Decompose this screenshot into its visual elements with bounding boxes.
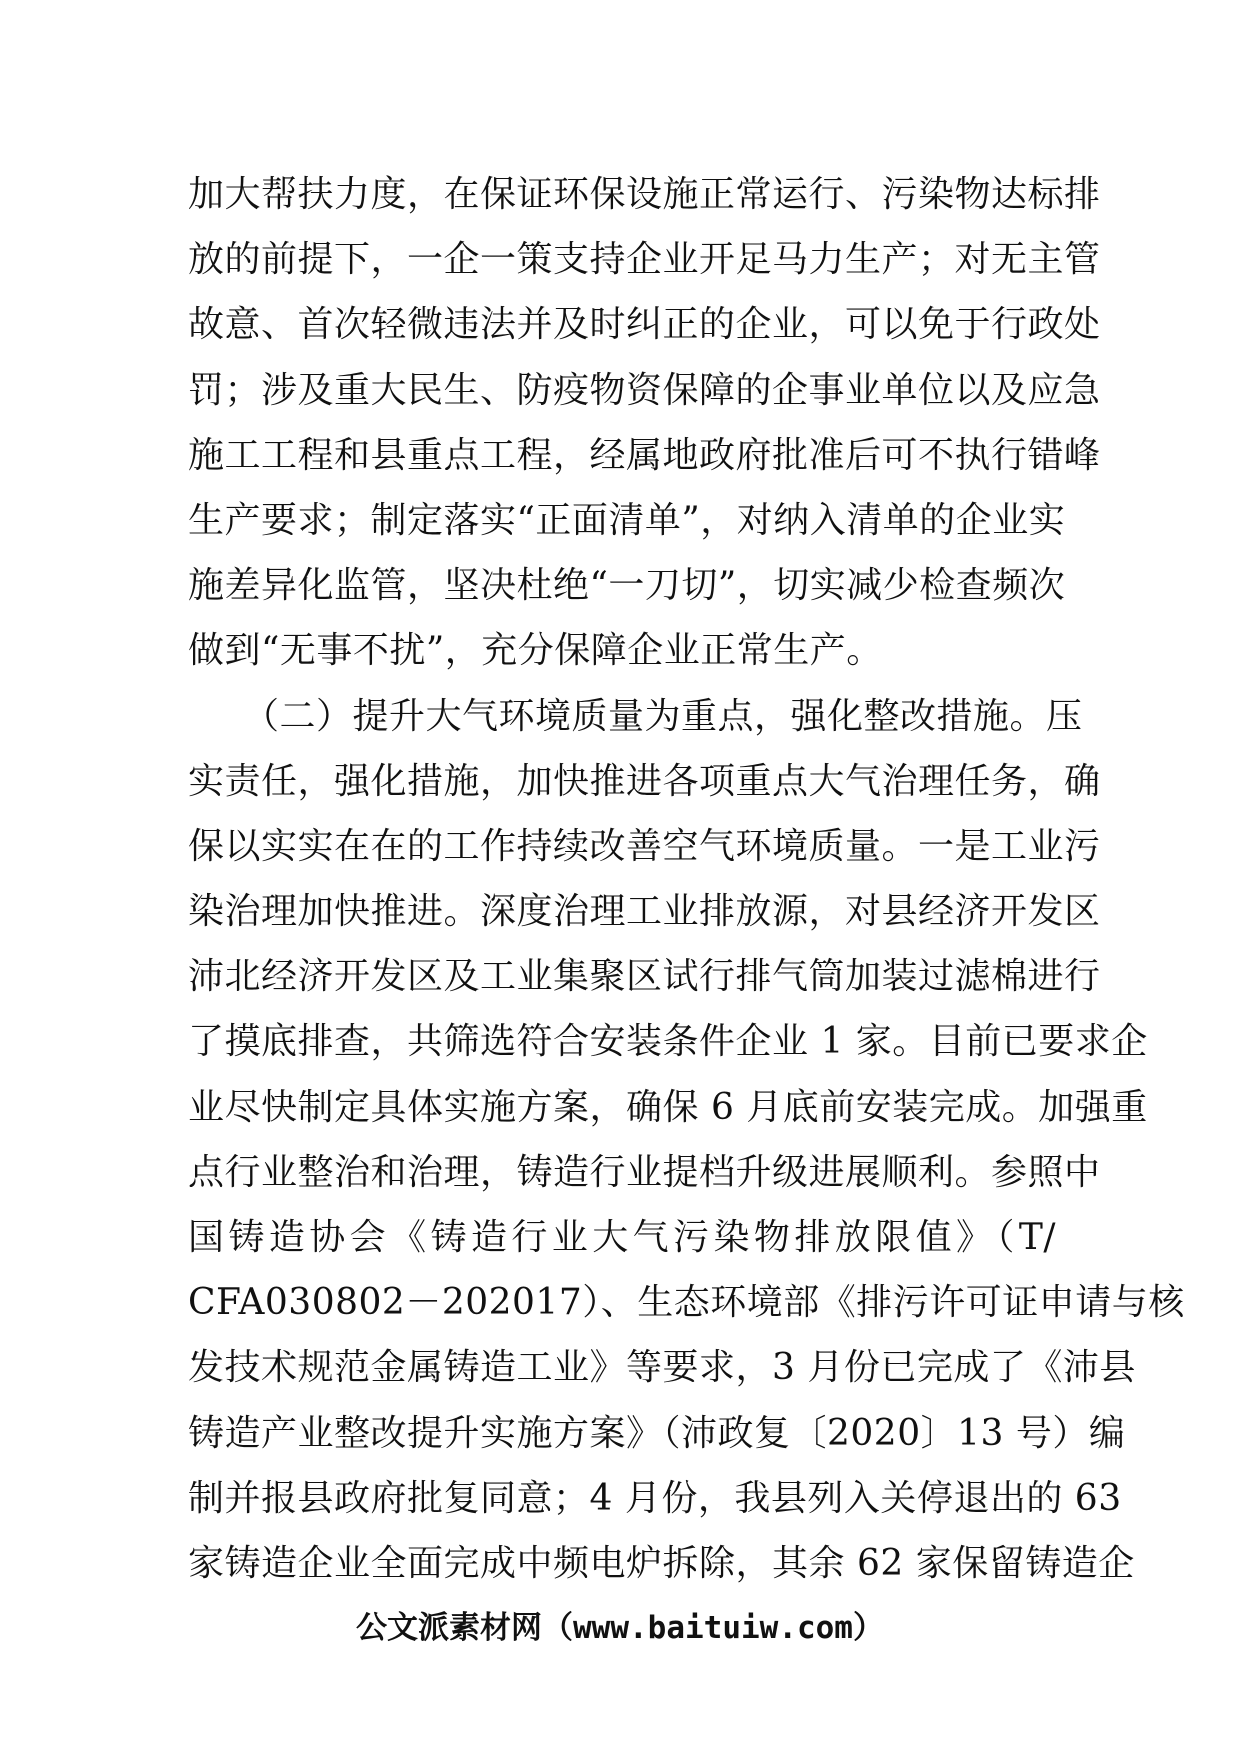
text-line: 铸造产业整改提升实施方案》（沛政复〔2020〕13 号）编 <box>188 1412 1126 1454</box>
text-line: 染治理加快推进。深度治理工业排放源，对县经济开发区 <box>188 891 1101 933</box>
text-line: 罚；涉及重大民生、防疫物资保障的企事业单位以及应急 <box>188 369 1101 411</box>
text-line: 点行业整治和治理，铸造行业提档升级进展顺利。参照中 <box>188 1151 1101 1193</box>
text-line: 施差异化监管，坚决杜绝“一刀切”，切实减少检查频次 <box>188 565 1066 607</box>
footer-watermark: 公文派素材网（www.baituiw.com） <box>356 1610 884 1646</box>
text-line: 制并报县政府批复同意；4 月份，我县列入关停退出的 63 <box>188 1477 1122 1519</box>
text-line: 放的前提下，一企一策支持企业开足马力生产；对无主管 <box>188 239 1101 281</box>
text-line: 施工工程和县重点工程，经属地政府批准后可不执行错峰 <box>188 434 1101 476</box>
body-text <box>188 162 1185 1596</box>
text-line: CFA030802－202017）、生态环境部《排污许可证申请与核 <box>188 1282 1185 1324</box>
text-line: 加大帮扶力度，在保证环保设施正常运行、污染物达标排 <box>188 174 1101 215</box>
text-line: 发技术规范金属铸造工业》等要求，3 月份已完成了《沛县 <box>188 1347 1136 1389</box>
text-line: 业尽快制定具体实施方案，确保 6 月底前安装完成。加强重 <box>188 1086 1148 1128</box>
text-line: 家铸造企业全面完成中频电炉拆除，其余 62 家保留铸造企 <box>188 1542 1135 1584</box>
text-line: 实责任，强化措施，加快推进各项重点大气治理任务，确 <box>188 760 1101 802</box>
text-line: 国铸造协会《铸造行业大气污染物排放限值》（T/ <box>188 1217 1056 1258</box>
text-line: 故意、首次轻微违法并及时纠正的企业，可以免于行政处 <box>188 304 1101 346</box>
text-line: 保以实实在在的工作持续改善空气环境质量。一是工业污 <box>188 825 1101 867</box>
text-line: 了摸底排查，共筛选符合安装条件企业 1 家。目前已要求企 <box>188 1021 1148 1063</box>
text-line: 沛北经济开发区及工业集聚区试行排气筒加装过滤棉进行 <box>188 956 1101 998</box>
section-heading-line: （二）提升大气环境质量为重点，强化整改措施。压 <box>188 695 1083 737</box>
text-line: 做到“无事不扰”，充分保障企业正常生产。 <box>188 630 883 672</box>
text-line: 生产要求；制定落实“正面清单”，对纳入清单的企业实 <box>188 499 1066 541</box>
